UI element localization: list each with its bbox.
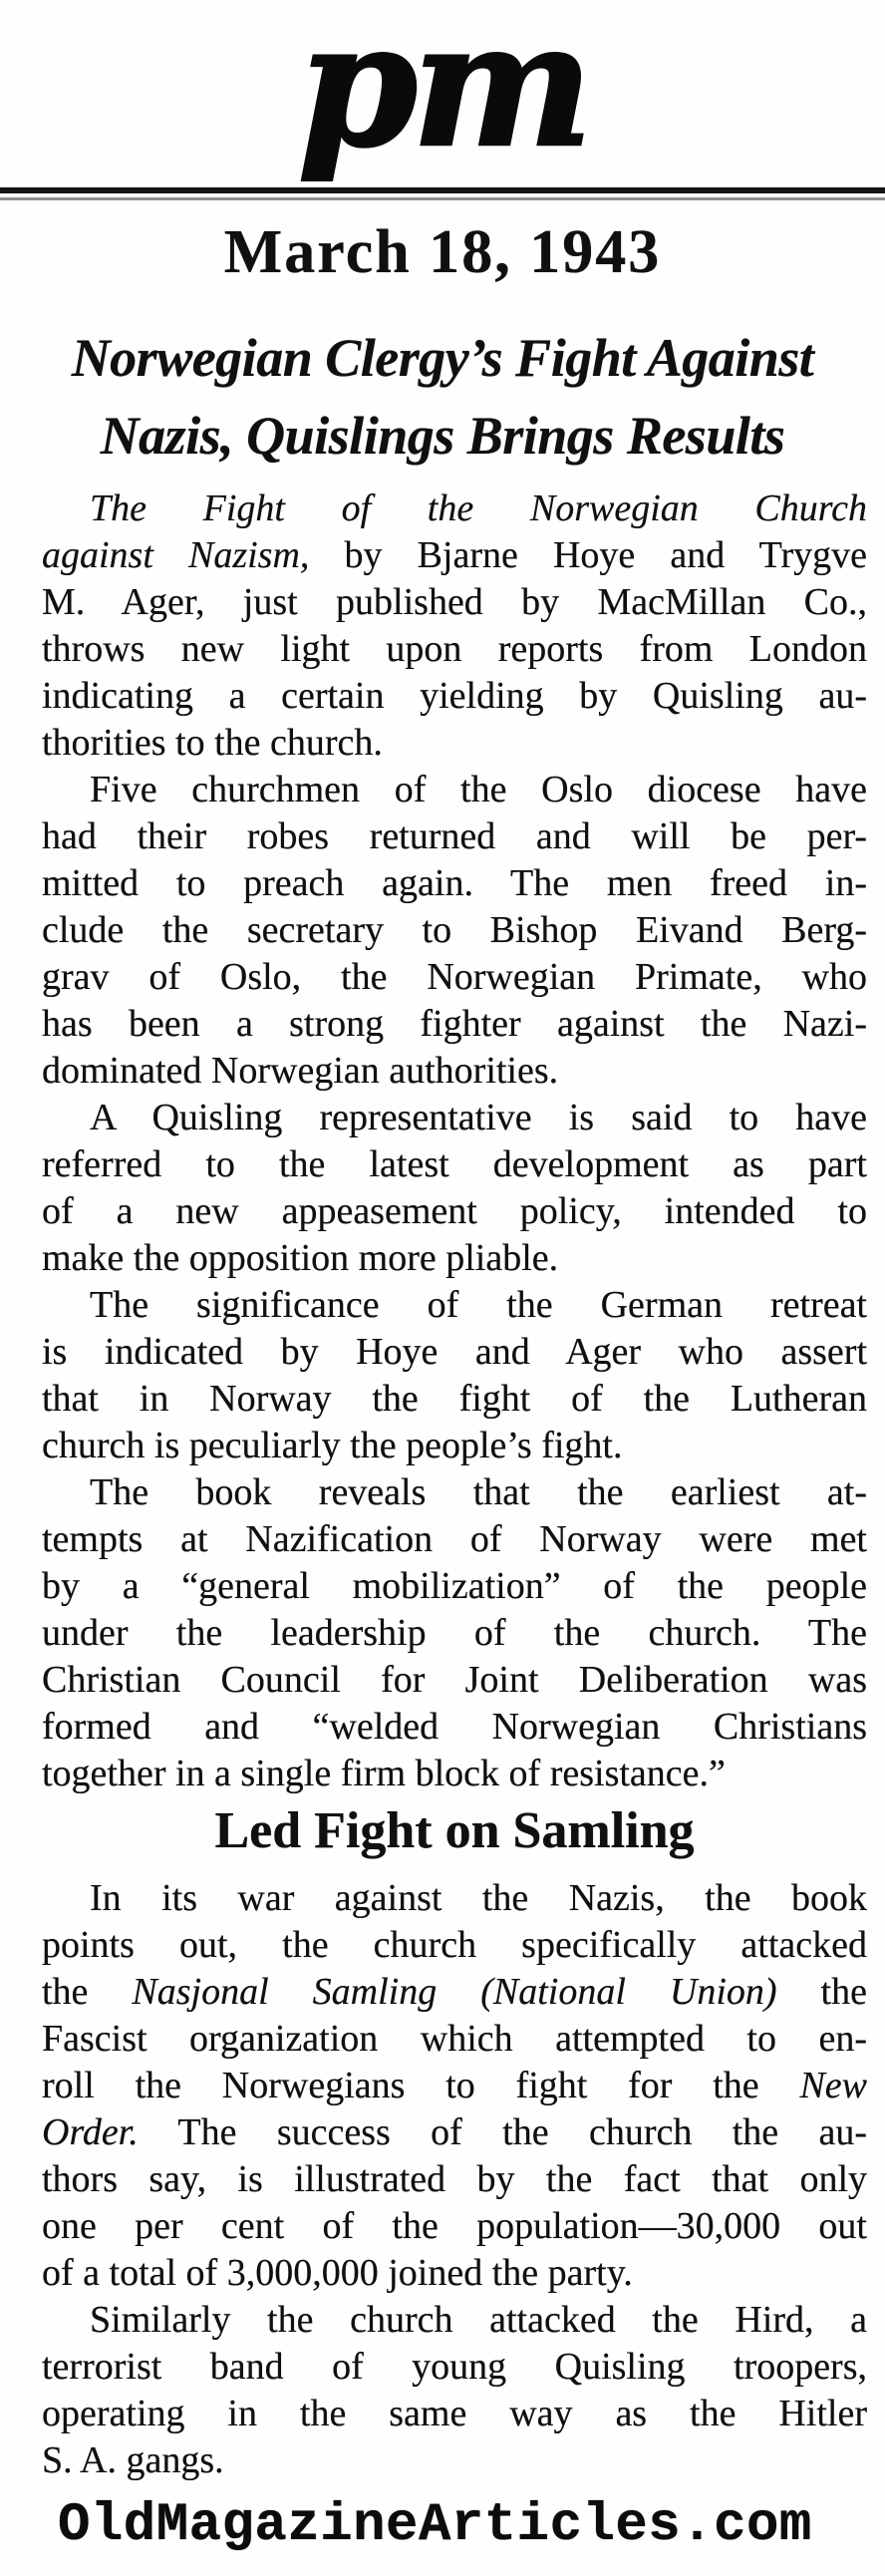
- paragraph-line: terrorist band of young Quisling troopers,: [42, 2346, 867, 2388]
- paragraph-line: grav of Oslo, the Norwegian Primate, who: [42, 956, 867, 998]
- paragraph-line: M. Ager, just published by MacMillan Co.,: [42, 581, 867, 623]
- paragraph: [42, 1469, 867, 1797]
- paragraph: [42, 2297, 867, 2484]
- paragraph-line: clude the secretary to Bishop Eivand Berg-: [42, 909, 867, 951]
- paragraph-line: Similarly the church attacked the Hird, a: [90, 2299, 867, 2341]
- paragraph-line: points out, the church specifically attacked: [42, 1924, 867, 1966]
- paragraph-line: In its war against the Nazis, the book: [90, 1877, 867, 1919]
- pm-masthead-logo: pm: [297, 0, 588, 185]
- paragraph-line: S. A. gangs.: [42, 2439, 224, 2481]
- paragraph: [42, 485, 867, 767]
- paragraph-line: Order. The success of the church the au-: [42, 2111, 867, 2153]
- paragraph-line: one per cent of the population—30,000 out: [42, 2205, 867, 2247]
- paragraph-line: has been a strong fighter against the Nazi-: [42, 1003, 867, 1045]
- section-heading: Led Fight on Samling: [214, 1802, 695, 1859]
- paragraph-line: A Quisling representative is said to have: [90, 1097, 867, 1138]
- paragraph-line: of a total of 3,000,000 joined the party.: [42, 2252, 633, 2294]
- paragraph-line: under the leadership of the church. The: [42, 1612, 867, 1654]
- issue-date: March 18, 1943: [223, 218, 662, 286]
- site-watermark: OldMagazineArticles.com: [58, 2495, 812, 2556]
- article-section-top: [42, 485, 867, 1797]
- paragraph-line: referred to the latest development as part: [42, 1143, 867, 1185]
- masthead-divider-rule-shadow: [0, 197, 885, 200]
- paragraph-line: mitted to preach again. The men freed in-: [42, 862, 867, 904]
- paragraph: [42, 1875, 867, 2297]
- headline-line-1: Norwegian Clergy’s Fight Against: [71, 328, 814, 388]
- paragraph: [42, 1095, 867, 1282]
- paragraph-line: thors say, is illustrated by the fact that only: [42, 2158, 867, 2200]
- paragraph-line: tempts at Nazification of Norway were met: [42, 1518, 867, 1560]
- article-headline: [0, 319, 885, 475]
- paragraph-line: Christian Council for Joint Deliberation was: [42, 1659, 867, 1701]
- paragraph-line: that in Norway the fight of the Lutheran: [42, 1378, 867, 1420]
- paragraph-line: roll the Norwegians to fight for the New: [42, 2065, 867, 2106]
- paragraph-line: of a new appeasement policy, intended to: [42, 1190, 867, 1232]
- paragraph-line: is indicated by Hoye and Ager who assert: [42, 1331, 867, 1373]
- masthead-divider-rule: [0, 187, 885, 193]
- paragraph-line: throws new light upon reports from London: [42, 628, 867, 670]
- headline-line-2: Nazis, Quislings Brings Results: [100, 406, 785, 466]
- paragraph-line: Fascist organization which attempted to en-: [42, 2018, 867, 2060]
- paragraph-line: church is peculiarly the people’s fight.: [42, 1425, 623, 1466]
- paragraph: [42, 1282, 867, 1469]
- paragraph-line: dominated Norwegian authorities.: [42, 1050, 559, 1092]
- paragraph: [42, 767, 867, 1095]
- paragraph-line: thorities to the church.: [42, 722, 383, 764]
- paragraph-line: The significance of the German retreat: [90, 1284, 867, 1326]
- paragraph-line: indicating a certain yielding by Quisling au-: [42, 675, 867, 717]
- article-body: [42, 485, 867, 2484]
- paragraph-line: had their robes returned and will be per-: [42, 815, 867, 857]
- paragraph-line: the Nasjonal Samling (National Union) the: [42, 1971, 867, 2013]
- paragraph-line: against Nazism, by Bjarne Hoye and Trygve: [42, 534, 867, 576]
- paragraph-line: operating in the same way as the Hitler: [42, 2393, 867, 2434]
- paragraph-line: formed and “welded Norwegian Christians: [42, 1706, 867, 1748]
- paragraph-line: Five churchmen of the Oslo diocese have: [90, 769, 867, 810]
- paragraph-line: make the opposition more pliable.: [42, 1237, 559, 1279]
- paragraph-line: The Fight of the Norwegian Church: [90, 487, 867, 529]
- paragraph-line: together in a single firm block of resistance.”: [42, 1753, 726, 1794]
- paragraph-line: by a “general mobilization” of the people: [42, 1565, 867, 1607]
- article-section-bottom: [42, 1875, 867, 2484]
- paragraph-line: The book reveals that the earliest at-: [90, 1471, 867, 1513]
